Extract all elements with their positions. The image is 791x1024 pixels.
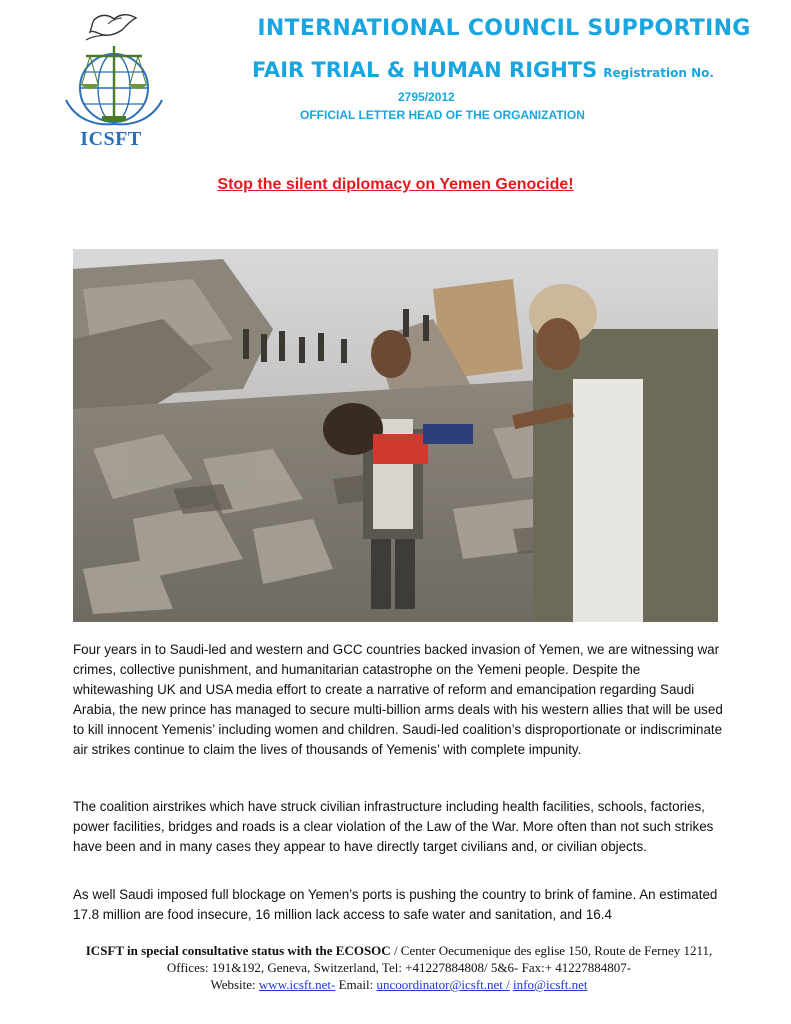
footer-status: ICSFT in special consultative status with the ECOSOC	[85, 943, 391, 958]
footer-contact	[74, 942, 724, 993]
news-photo	[73, 249, 718, 622]
document-headline	[0, 176, 791, 194]
email-link-uncoordinator[interactable]: uncoordinator@icsft.net /	[376, 977, 510, 992]
organization-name-line2	[252, 58, 714, 82]
organization-logo	[56, 10, 166, 150]
body-paragraph-1: Four years in to Saudi-led and western and GCC countries backed invasion of Yemen, we are witnessing war crimes, collective punishment, and humanitarian catastrophe on the Yemeni people. Despite the whitewashing UK and USA media effort to create a narrative of reform and emancipation regarding Saudi Arabia, the new prince has managed to secure multi-billion arms deals with his western allies that will be used to kill innocent Yemenis’ including women and children. Saudi-led coalition’s disproportionate or indiscriminate air strikes continue to claim the lives of thousands of Yemenis’ with complete impunity.	[73, 642, 723, 757]
headline-text: Stop the silent diplomacy on Yemen Genocide!	[217, 176, 574, 193]
rubble-rescue-photo	[73, 249, 718, 622]
organization-name-line1: INTERNATIONAL COUNCIL SUPPORTING	[257, 16, 751, 41]
registration-label: Registration No.	[603, 66, 714, 80]
email-label: Email:	[335, 977, 377, 992]
website-label: Website:	[210, 977, 259, 992]
logo-text: ICSFT	[80, 128, 142, 150]
registration-number: 2795/2012	[398, 90, 455, 104]
scales-of-justice-globe-logo	[56, 10, 166, 128]
website-link[interactable]: www.icsft.net-	[258, 977, 336, 992]
organization-name-line2-text: FAIR TRIAL & HUMAN RIGHTS	[252, 58, 598, 82]
body-paragraph-2: The coalition airstrikes which have struck civilian infrastructure including health facilities, schools, factories, power facilities, bridges and roads is a clear violation of the Law of the War. More often than not such strikes have been and in many cases they appear to have directly target civilians and, or civilian objects.	[73, 799, 714, 854]
body-paragraph-3: As well Saudi imposed full blockage on Yemen’s ports is pushing the country to brink of famine. An estimated 17.8 million are food insecure, 16 million lack access to safe water and sanitation, and 16.4	[73, 887, 718, 922]
letterhead-note: OFFICIAL LETTER HEAD OF THE ORGANIZATION	[300, 108, 585, 122]
footer-address: / Center Oecumenique des eglise 150, Route de Ferney 1211, Offices: 191&192, Geneva, Switzerland, Tel: +41227884808/ 5&6- Fax:+ 41227884807-	[166, 943, 713, 975]
email-link-info[interactable]: info@icsft.net	[513, 977, 588, 992]
